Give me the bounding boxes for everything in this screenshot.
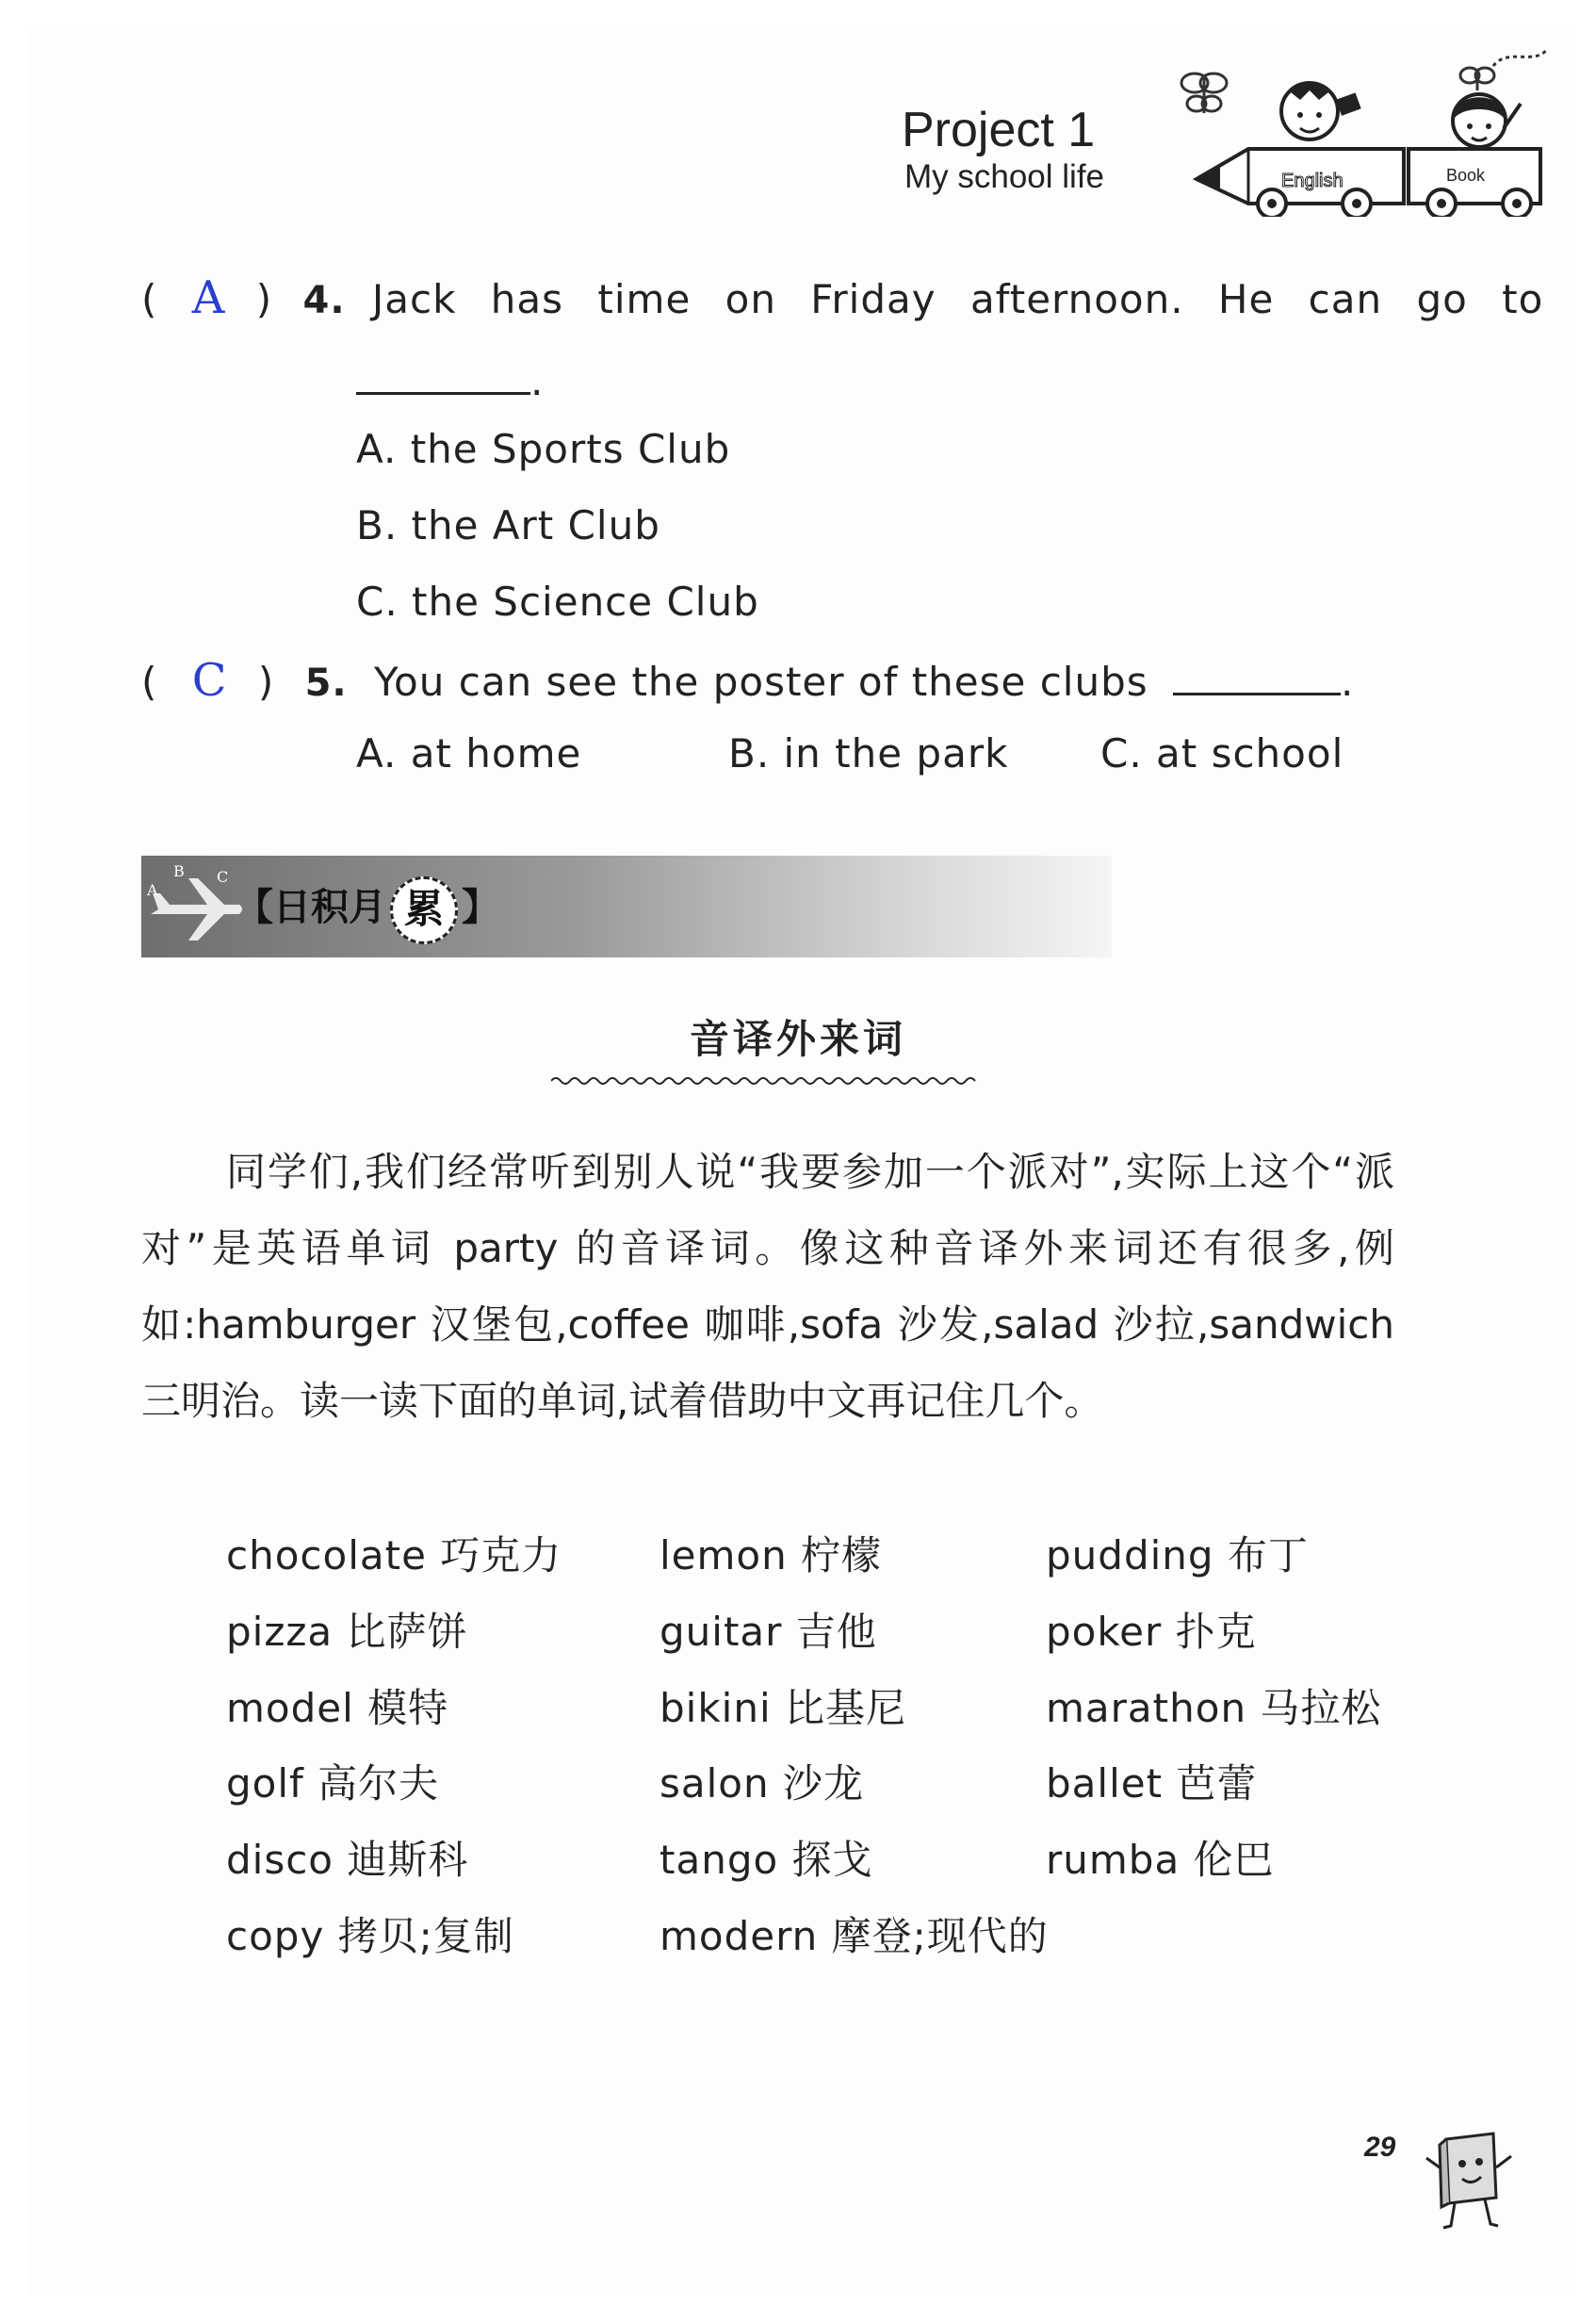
butterfly-icon [1181, 74, 1227, 113]
vocab-item: lemon 柠檬 [660, 1532, 883, 1578]
book-mascot-icon [1423, 2120, 1517, 2233]
question-4-blank: . [356, 356, 544, 404]
vocab-item: model 模特 [226, 1685, 449, 1731]
svg-text:C: C [217, 868, 229, 886]
wavy-underline [551, 1074, 980, 1087]
intro-paragraph: 同学们,我们经常听到别人说“我要参加一个派对”,实际上这个“派对”是英语单词 party 的音译词。像这种音译外来词还有很多,例如:hamburger 汉堡包,coffee 咖啡,sofa 沙发,salad 沙拉,sandwich 三明治。读一读下面的单词,试着借助中文再记住几个。 [141, 1149, 1394, 1424]
svg-text:Book: Book [1446, 166, 1486, 185]
vocab-item: pudding 布丁 [1046, 1532, 1309, 1578]
kids-pencil-car-illustration [1168, 38, 1564, 217]
daily-accumulation-label: 【日积月 累 】 [236, 876, 499, 944]
question-number-4: 4. [302, 279, 346, 322]
vocab-item: pizza 比萨饼 [226, 1609, 468, 1655]
airplane-icon [141, 856, 245, 957]
vocab-item: salon 沙龙 [660, 1760, 864, 1807]
svg-text:English: English [1281, 171, 1344, 191]
page-number: 29 [1364, 2132, 1396, 2163]
vocab-item: copy 拷贝;复制 [226, 1913, 514, 1959]
vocab-item: tango 探戈 [660, 1837, 873, 1883]
answer-5: C [191, 654, 228, 707]
project-subtitle: My school life [904, 158, 1105, 195]
question-4: ( A ) 4. Jack has time on Friday afternoon. He can go to [141, 271, 1544, 324]
vocab-item: marathon 马拉松 [1046, 1685, 1382, 1731]
q4-option-b: B. the Art Club [356, 502, 660, 548]
vocab-item: guitar 吉他 [660, 1609, 877, 1655]
project-title: Project 1 [902, 103, 1096, 157]
vocab-item: modern 摩登;现代的 [660, 1913, 1049, 1959]
svg-text:B: B [173, 862, 185, 880]
question-5: ( C ) 5. You can see the poster of these clubs . [141, 654, 1355, 707]
answer-4: A [191, 271, 226, 324]
vocab-item: ballet 芭蕾 [1046, 1760, 1258, 1807]
vocab-item: poker 扑克 [1046, 1609, 1257, 1655]
vocab-item: rumba 伦巴 [1046, 1837, 1275, 1883]
question-4-stem: Jack has time on Friday afternoon. He can go to [371, 276, 1544, 322]
q4-option-a: A. the Sports Club [356, 426, 731, 472]
vocab-item: bikini 比基尼 [660, 1685, 906, 1731]
vocab-item: golf 高尔夫 [226, 1760, 440, 1807]
question-5-stem: You can see the poster of these clubs [373, 659, 1148, 705]
svg-text:A: A [147, 881, 158, 899]
q5-option-b: B. in the park [728, 730, 1009, 777]
butterfly-icon [1460, 49, 1547, 90]
section-title: 音译外来词 [689, 1016, 906, 1062]
vocab-item: disco 迪斯科 [226, 1837, 469, 1883]
vocab-item: chocolate 巧克力 [226, 1532, 562, 1578]
q5-option-c: C. at school [1100, 730, 1344, 777]
question-number-5: 5. [304, 662, 348, 705]
q5-option-a: A. at home [356, 730, 582, 777]
q4-option-c: C. the Science Club [356, 579, 759, 625]
